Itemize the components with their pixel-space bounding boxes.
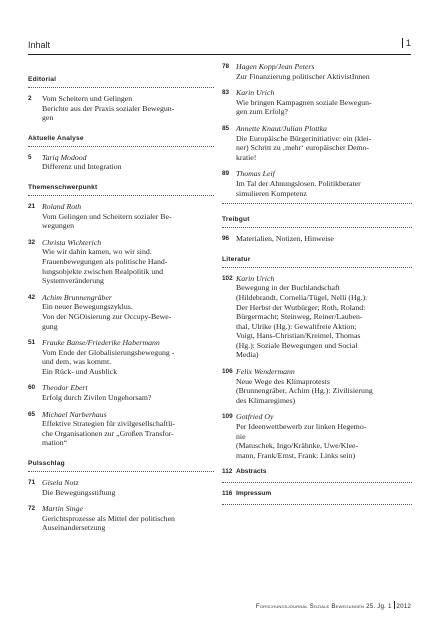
entry-page-number: 96 (222, 235, 230, 243)
entry-author: Frauke Banse/Friederike Habermann (42, 338, 160, 348)
entry-author: Theodor Ebert (42, 383, 88, 393)
section-heading: Aktuelle Analyse (28, 134, 84, 142)
toc-entry[interactable] (222, 467, 412, 477)
entry-title-line: Der Herbst der Wutbürger; Roth, Roland: (236, 302, 366, 312)
entry-page-number: 5 (28, 153, 32, 161)
entry-title-line: Wie bringen Kampagnen soziale Bewegun- (236, 97, 372, 107)
entry-title-line: simulieren Kompetenz (236, 188, 307, 198)
toc-entry[interactable] (28, 94, 214, 123)
entry-page-number: 2 (28, 95, 32, 102)
entry-title-line: Die Bewegungsstiftung (42, 487, 116, 497)
header-divider (402, 38, 403, 48)
entry-rule (222, 504, 412, 505)
entry-title-line: Berichte aus der Praxis sozialer Bewegun- (42, 103, 175, 113)
entry-title-line: Im Tal der Ahnungslosen. Politikberater (236, 178, 361, 188)
section-heading: Treibgut (222, 216, 250, 224)
entry-title-line: Die Europäische Bürgerinitiative: ein (klei- (236, 133, 372, 143)
entry-page-number: 102 (222, 274, 233, 282)
entry-title-line: mann, Frank/Ernst, Frank: Links sein) (236, 450, 356, 460)
entry-rule (222, 482, 412, 483)
toc-right-column (222, 62, 412, 511)
toc-entry[interactable] (222, 62, 412, 81)
entry-title-line: Bürgermacht; Steinweg, Reiner/Lauben- (236, 312, 363, 322)
entry-page-number: 85 (222, 124, 230, 132)
entry-author: Gisela Notz (42, 478, 79, 488)
entry-author: Michael Narberhaus (42, 409, 107, 419)
section-rule (28, 195, 214, 196)
entry-author: Karin Urich (236, 273, 275, 283)
section-rule (28, 471, 214, 472)
toc-entry[interactable] (222, 412, 412, 460)
header-rule (28, 54, 411, 55)
entry-title-line: Ein Rück- und Ausblick (42, 366, 118, 376)
entry-author: Achim Brunnengräber (42, 292, 112, 302)
entry-page-number: 32 (28, 238, 36, 246)
entry-rule (222, 203, 412, 204)
section-heading: Themenschwerpunkt (28, 183, 98, 191)
entry-author: Thomas Leif (236, 169, 275, 179)
entry-page-number: 89 (222, 170, 230, 178)
footer-volume: 25. Jg. (366, 603, 387, 610)
toc-entry[interactable] (222, 234, 412, 244)
entry-title-line: Systemveränderung (42, 276, 104, 286)
entry-title-line: Ein neuer Bewegungszyklus. (42, 302, 133, 312)
entry-heading: Abstracts (236, 468, 267, 476)
entry-author: Roland Roth (42, 201, 82, 211)
entry-title-line: Frauenbewegungen als politische Hand- (42, 256, 168, 266)
entry-title-line: gen (42, 113, 54, 123)
entry-title-line: Zur Finanzierung politischer AktivistInnen (236, 71, 370, 81)
entry-page-number: 21 (28, 202, 36, 210)
entry-title-line: Effektive Strategien für zivilgesellschaftli- (42, 419, 176, 429)
section-rule (28, 146, 214, 147)
entry-heading: Impressum (236, 490, 272, 497)
entry-title-line: thal, Ulrike (Hg.): Gewaltfreie Aktion; (236, 321, 357, 331)
toc-entry[interactable] (28, 338, 214, 376)
entry-title-line: Gerichtsprozesse als Mittel der politischen (42, 513, 175, 523)
entry-title-line: (Hg.): Soziale Bewegungen und Social (236, 340, 358, 350)
entry-page-number: 72 (28, 505, 36, 513)
entry-title-line: Vom Gelingen und Scheitern sozialer Be- (42, 211, 172, 221)
page-number-value: 1 (405, 38, 411, 48)
entry-title-line: und dem, was kommt. (42, 357, 112, 367)
footer-divider (394, 601, 395, 609)
entry-title-line: kratie! (236, 152, 257, 162)
toc-entry[interactable] (28, 410, 214, 448)
entry-author: Annette Knaut/Julian Plottka (236, 123, 327, 133)
running-header-title: Inhalt (28, 40, 51, 50)
entry-title-line: lungsobjekte zwischen Realpolitik und (42, 266, 164, 276)
page-number (402, 38, 411, 48)
entry-title-line: (Brunnengräber, Achim (Hg.): Zivilisierung (236, 386, 373, 396)
entry-title-line: Differenz und Integration (42, 162, 122, 172)
footer-citation (256, 601, 411, 610)
entry-title-line: gen zum Erfolg? (236, 107, 288, 117)
toc-entry[interactable] (222, 124, 412, 162)
entry-title-line: Materialien, Notizen, Hinweise (236, 234, 334, 244)
entry-page-number: 51 (28, 339, 36, 347)
entry-title-line: Bewegung in der Buchlandschaft (236, 283, 340, 293)
entry-author: Christa Wichterich (42, 237, 102, 247)
footer-journal: Forschungsjournal Soziale Bewegungen (255, 603, 365, 610)
entry-page-number: 106 (222, 368, 233, 376)
entry-title-line: wegungen (42, 221, 75, 231)
section-rule (28, 87, 214, 88)
entry-page-number: 78 (222, 63, 230, 70)
entry-author: Gotfried Oy (236, 412, 274, 422)
toc-entry[interactable] (28, 478, 214, 497)
toc-entry[interactable] (28, 202, 214, 231)
toc-entry[interactable] (28, 293, 214, 331)
entry-page-number: 42 (28, 293, 36, 301)
entry-page-number: 60 (28, 384, 36, 392)
entry-page-number: 65 (28, 410, 36, 418)
section-rule (222, 267, 412, 268)
entry-title-line: gung (42, 321, 58, 331)
toc-entry[interactable] (222, 367, 412, 405)
toc-entry[interactable] (222, 169, 412, 198)
section-heading: Literatur (222, 255, 251, 263)
entry-page-number: 71 (28, 479, 36, 487)
entry-title-line: Erfolg durch Zivilen Ungehorsam? (42, 393, 152, 403)
entry-title-line: nie (236, 431, 246, 441)
entry-title-line: Voigt, Hans-Christian/Kreimel, Thomas (236, 331, 361, 341)
entry-author: Hagen Kopp/Jean Peters (236, 62, 315, 71)
toc-entry[interactable] (28, 238, 214, 286)
entry-author: Tariq Modood (42, 152, 87, 162)
toc-entry[interactable] (222, 489, 412, 499)
entry-page-number: 116 (222, 490, 233, 497)
entry-title-line: des Klimaregimes) (236, 395, 296, 405)
section-rule (222, 227, 412, 228)
entry-title-line: Vom Scheitern und Gelingen (42, 94, 133, 103)
entry-title-line: ner) Schritt zu ‚mehr‘ europäischer Demo- (236, 143, 370, 153)
entry-author: Felix Wendermann (236, 367, 295, 377)
toc-left-column (28, 62, 214, 540)
entry-title-line: Per Ideenwettbewerb zur linken Hegemo- (236, 422, 367, 432)
entry-title-line: che Organisationen zur „Großen Transfor- (42, 428, 174, 438)
entry-author: Karin Urich (236, 88, 275, 98)
entry-title-line: Wie wir dahin kamen, wo wir sind. (42, 247, 152, 257)
entry-page-number: 112 (222, 468, 233, 476)
entry-title-line: mation“ (42, 438, 68, 448)
entry-title-line: Neue Wege des Klimaprotests (236, 376, 330, 386)
entry-title-line: Media) (236, 350, 259, 360)
section-heading: Editorial (28, 76, 57, 83)
toc-entry[interactable] (28, 504, 214, 533)
footer-issue: 1 (387, 603, 392, 610)
entry-page-number: 109 (222, 413, 233, 421)
entry-page-number: 83 (222, 89, 230, 97)
entry-title-line: Von der NGOisierung zur Occupy-Bewe- (42, 311, 172, 321)
entry-title-line: Auseinandersetzung (42, 523, 106, 533)
toc-entry[interactable] (28, 383, 214, 402)
section-heading: Pulsschlag (28, 460, 65, 468)
entry-title-line: (Hildebrandt, Cornelia/Tügel, Nelli (Hg.): (236, 292, 368, 302)
footer-year: 2012 (396, 603, 411, 610)
entry-title-line: (Matuschek, Ingo/Krähnke, Uwe/Klee- (236, 441, 359, 451)
toc-entry[interactable] (222, 88, 412, 117)
toc-entry[interactable] (222, 274, 412, 360)
entry-author: Martin Singe (42, 504, 83, 514)
entry-title-line: Vom Ende der Globalisierungsbewegung - (42, 347, 175, 357)
toc-entry[interactable] (28, 153, 214, 172)
